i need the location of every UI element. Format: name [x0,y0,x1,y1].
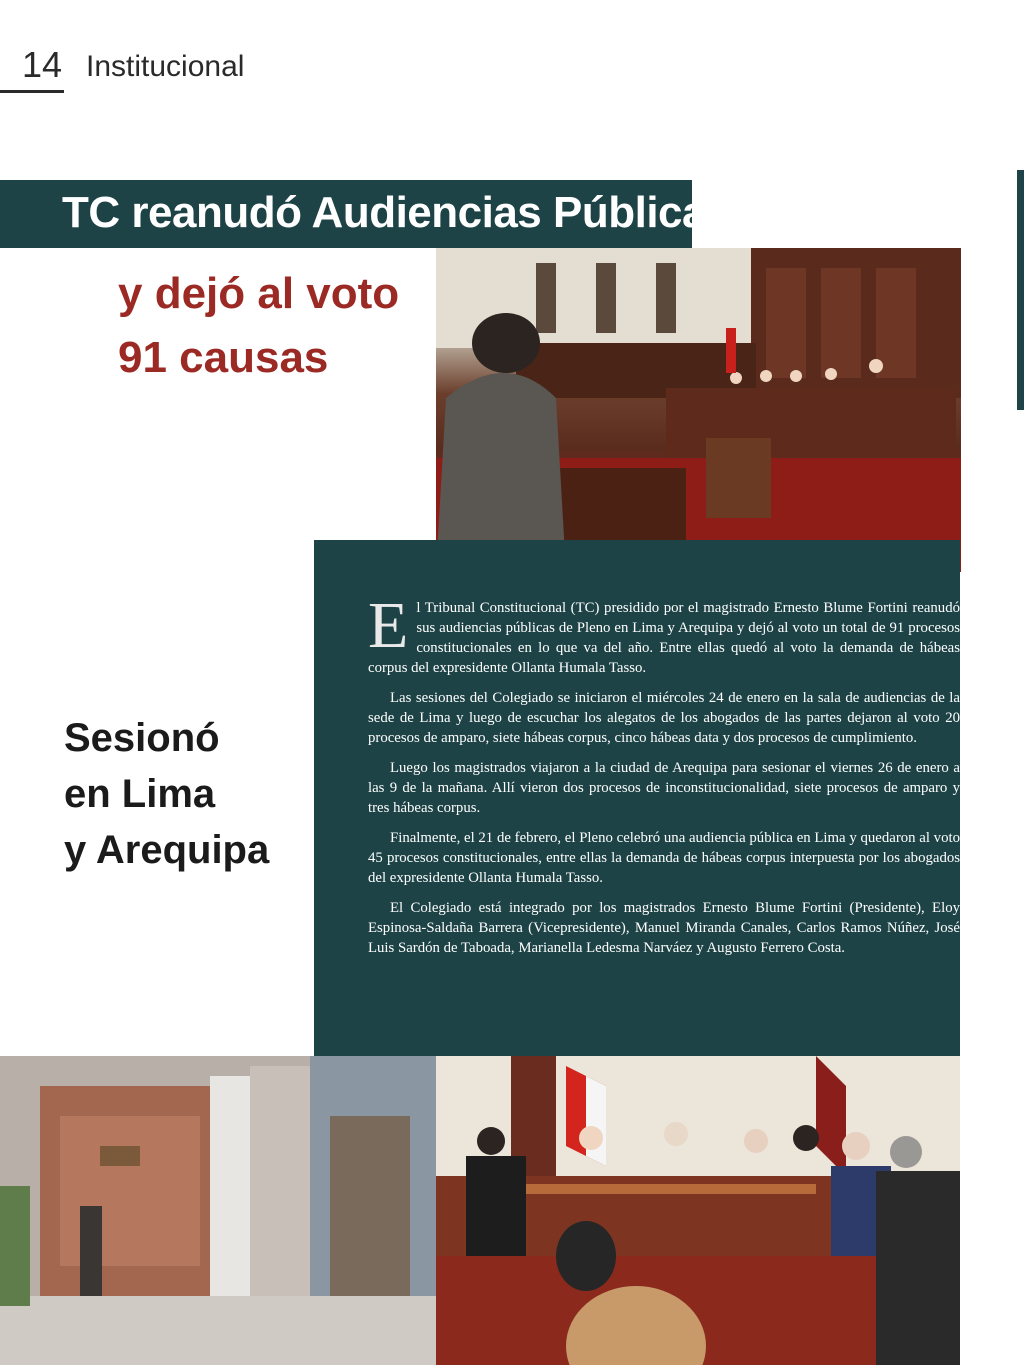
article-paragraph-4: Finalmente, el 21 de febrero, el Pleno celebró una audiencia pública en Lima y quedaron al voto 45 procesos constitucionales, entre ellas la demanda de hábeas corpus interpuesta por los abogados del expresidente Ollanta Humala Tasso. [368,830,960,886]
courtroom-photo [436,248,961,572]
article-paragraph-1 [368,589,960,678]
side-heading-line1: Sesionó [64,716,220,760]
building-facade-photo [0,1056,436,1365]
article-paragraph-1-text: l Tribunal Constitucional (TC) presidido por el magistrado Ernesto Blume Fortini reanudó sus audiencias públicas de Pleno en Lima y Arequipa y dejó al voto un total de 91 procesos constitucionales en lo que va del año. Entre ellas quedó al voto la demanda de hábeas corpus del expresidente Ollanta Humala Tasso. [368,600,960,676]
courtroom-photo-art [436,248,961,572]
building-facade-photo-art [0,1056,436,1365]
subheadline-line1: y dejó al voto [118,269,400,318]
article-paragraph-5: El Colegiado está integrado por los magistrados Ernesto Blume Fortini (Presidente), Eloy Espinosa-Saldaña Barrera (Vicepresidente), Manuel Miranda Canales, Carlos Ramos Núñez, José Luis Sardón de Taboada, Marianella Ledesma Narváez y Augusto Ferrero Costa. [368,900,960,956]
magistrates-panel-photo-art [436,1056,960,1365]
subheadline [118,262,399,390]
drop-cap: E [368,589,409,662]
section-title: Institucional [86,50,245,83]
magistrates-panel-photo [436,1056,960,1365]
side-heading [64,710,324,878]
page-number: 14 [22,44,63,85]
side-heading-line2: en Lima [64,772,216,816]
subheadline-line2: 91 causas [118,333,329,382]
edge-tab [1017,170,1024,410]
article-paragraph-2: Las sesiones del Colegiado se iniciaron el miércoles 24 de enero en la sala de audiencias de la sede de Lima y luego de escuchar los alegatos de los abogados de las partes dejaron al voto 20 procesos de amparo, siete hábeas corpus, cinco hábeas data y dos procesos de cumplimiento. [368,690,960,746]
header-rule [0,90,64,93]
headline: TC reanudó Audiencias Públicas [62,188,730,237]
article-paragraph-3: Luego los magistrados viajaron a la ciudad de Arequipa para sesionar el viernes 26 de enero a las 9 de la mañana. Allí vieron dos procesos de inconstitucionalidad, siete procesos de amparo y tres hábeas corpus. [368,760,960,816]
article-body [368,589,960,968]
side-heading-line3: y Arequipa [64,828,270,872]
